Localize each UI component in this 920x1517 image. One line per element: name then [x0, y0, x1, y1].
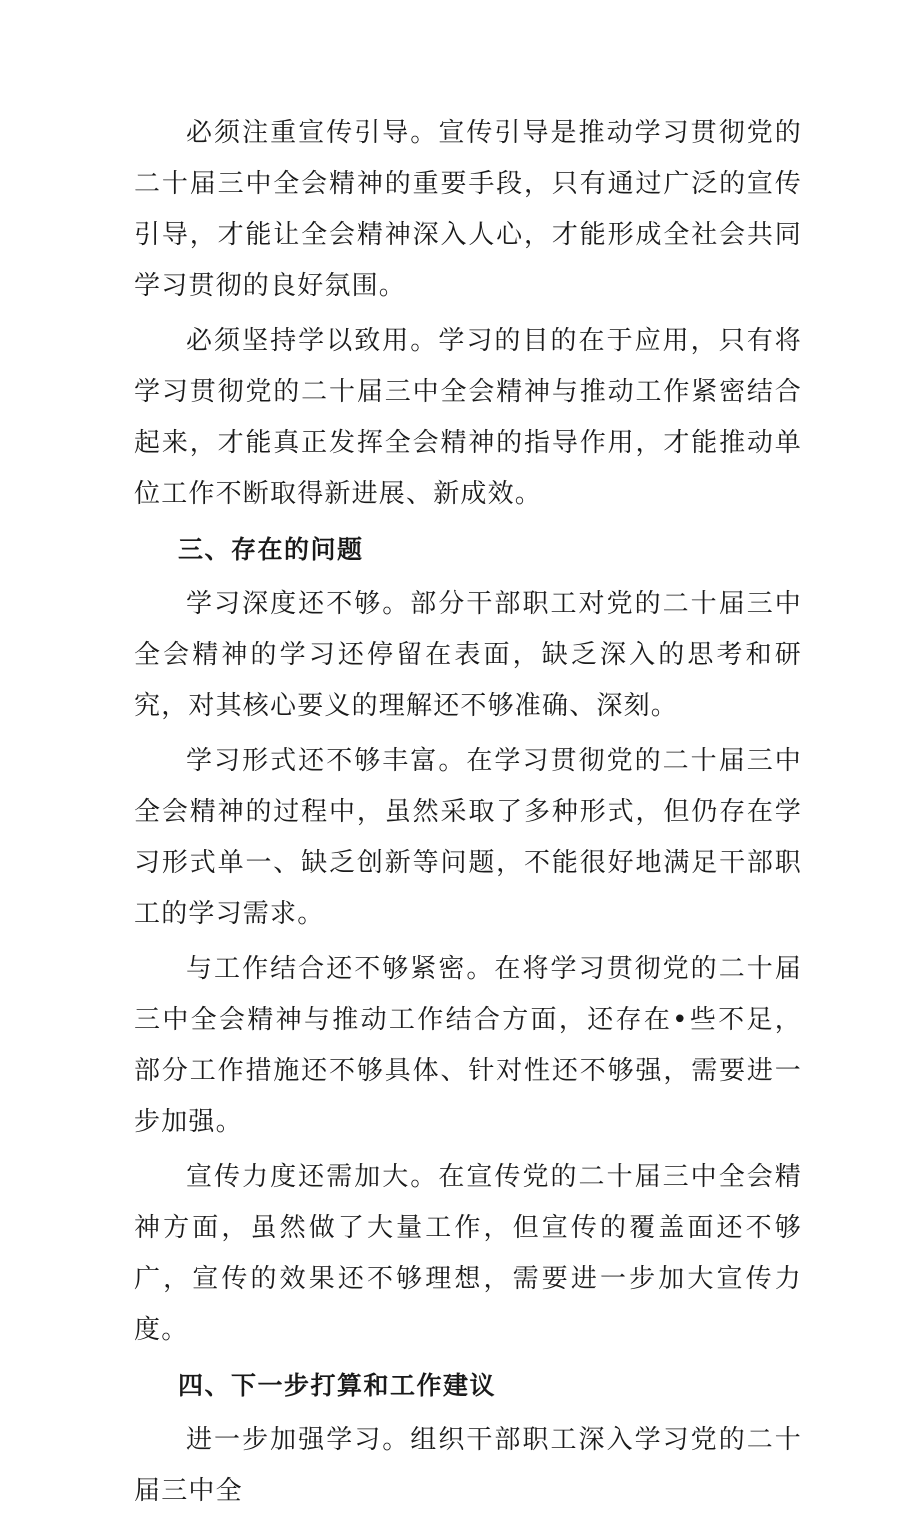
paragraph-work-integration: 与工作结合还不够紧密。在将学习贯彻党的二十届三中全会精神与推动工作结合方面，还存在•些不足，部分工作措施还不够具体、针对性还不够强，需要进一步加强。: [134, 954, 802, 1137]
paragraph-publicity-effort: 宣传力度还需加大。在宣传党的二十届三中全会精神方面，虽然做了大量工作，但宣传的覆盖面还不够广，宣传的效果还不够理想，需要进一步加大宣传力度。: [134, 1162, 802, 1345]
paragraph-learning-depth: 学习深度还不够。部分干部职工对党的二十届三中全会精神的学习还停留在表面，缺乏深入的思考和研究，对其核心要义的理解还不够准确、深刻。: [134, 589, 802, 721]
section-heading-next-steps: 四、下一步打算和工作建议: [178, 1371, 497, 1400]
paragraph-publicity-guidance: 必须注重宣传引导。宣传引导是推动学习贯彻党的二十届三中全会精神的重要手段，只有通过广泛的宣传引导，才能让全会精神深入人心，才能形成全社会共同学习贯彻的良好氛围。: [134, 118, 802, 301]
section-heading-existing-problems: 三、存在的问题: [178, 535, 364, 564]
paragraph-apply-learning: 必须坚持学以致用。学习的目的在于应用，只有将学习贯彻党的二十届三中全会精神与推动工作紧密结合起来，才能真正发挥全会精神的指导作用，才能推动单位工作不断取得新进展、新成效。: [134, 326, 802, 509]
paragraph-strengthen-learning: 进一步加强学习。组织干部职工深入学习党的二十届三中全: [134, 1425, 802, 1506]
paragraph-learning-forms: 学习形式还不够丰富。在学习贯彻党的二十届三中全会精神的过程中，虽然采取了多种形式，但仍存在学习形式单一、缺乏创新等问题，不能很好地满足干部职工的学习需求。: [134, 746, 802, 929]
